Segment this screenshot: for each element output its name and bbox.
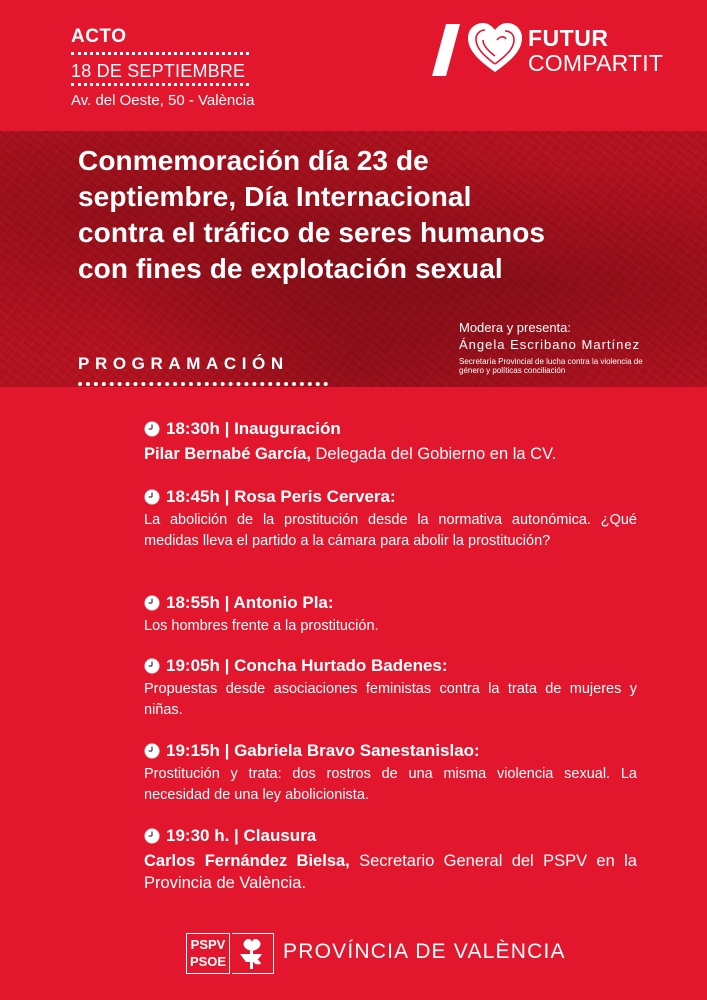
programme-item-time: 18:55h | Antonio Pla: [166, 593, 334, 612]
province-label: PROVÍNCIA DE VALÈNCIA [283, 940, 566, 963]
speaker-role: Secretario General del PSPV en la Provincia de València. [144, 852, 637, 892]
logo-psoe-text: PSOE [189, 954, 227, 969]
programme-item-heading [144, 418, 637, 440]
moderator-label: Modera y presenta: [459, 320, 572, 335]
event-address: Av. del Oeste, 50 - València [71, 92, 255, 109]
programme-item-time: 18:45h | Rosa Peris Cervera: [166, 487, 396, 506]
programme-item-speaker [144, 850, 637, 894]
header-divider-bottom [71, 83, 249, 86]
programme-item-description: Los hombres frente a la prostitución. [144, 618, 379, 634]
programme-item-heading [144, 486, 637, 508]
programme-item-heading [144, 825, 637, 847]
programme-item-description: Propuestas desde asociaciones feministas contra la trata de mujeres y niñas. [144, 681, 637, 718]
programme-item [144, 825, 637, 894]
programme-item-description: La abolición de la prostitución desde la normativa autonómica. ¿Qué medidas lleva el partido a la cámara para abolir la prostitución? [144, 512, 637, 549]
programme-item-heading [144, 592, 637, 614]
programme-item [144, 418, 637, 465]
programme-item [144, 655, 637, 721]
programme-item-heading [144, 740, 637, 762]
programme-item [144, 592, 637, 637]
programme-item-time: 18:30h | Inauguración [166, 419, 341, 438]
programme-item [144, 740, 637, 806]
futur-compartit-logo [432, 22, 672, 78]
clock-icon [144, 743, 160, 759]
logo-futur-text: FUTUR [528, 25, 609, 51]
programme-divider [78, 382, 328, 386]
clock-icon [144, 658, 160, 674]
pspv-psoe-wordmark [186, 933, 230, 974]
programme-item-description: Prostitución y trata: dos rostros de una misma violencia sexual. La necesidad de una ley abolicionista. [144, 766, 637, 803]
moderator-name: Ángela Escribano Martínez [459, 337, 641, 352]
event-title: Conmemoración día 23 de septiembre, Día Internacional contra el tráfico de seres humanos con fines de explotación sexual [78, 145, 546, 284]
programme-item-time: 19:15h | Gabriela Bravo Sanestanislao: [166, 741, 480, 760]
programme-item-time: 19:30 h. | Clausura [166, 826, 317, 845]
pspv-psoe-logo [186, 933, 274, 974]
programme-heading: PROGRAMACIÓN [78, 354, 289, 373]
programme-item [144, 486, 637, 552]
clock-icon [144, 595, 160, 611]
programme-item-time: 19:05h | Concha Hurtado Badenes: [166, 656, 448, 675]
speaker-role: Delegada del Gobierno en la CV. [310, 445, 557, 463]
programme-item-heading [144, 655, 637, 677]
programme-item-speaker [144, 443, 637, 465]
clock-icon [144, 421, 160, 437]
clock-icon [144, 489, 160, 505]
rose-icon [232, 933, 274, 974]
logo-compartit-text: COMPARTIT [528, 50, 664, 76]
moderator-role: Secretaría Provincial de lucha contra la violencia de género y políticas conciliación [459, 357, 643, 375]
slash-icon [432, 24, 460, 76]
speaker-name: Carlos Fernández Bielsa, [144, 852, 350, 870]
header-divider-top [71, 52, 249, 55]
heart-icon [466, 22, 524, 74]
event-date: 18 DE SEPTIEMBRE [71, 61, 246, 81]
clock-icon [144, 828, 160, 844]
event-type: ACTO [71, 26, 127, 47]
logo-pspv-text: PSPV [190, 937, 226, 952]
speaker-name: Pilar Bernabé García, [144, 445, 311, 463]
